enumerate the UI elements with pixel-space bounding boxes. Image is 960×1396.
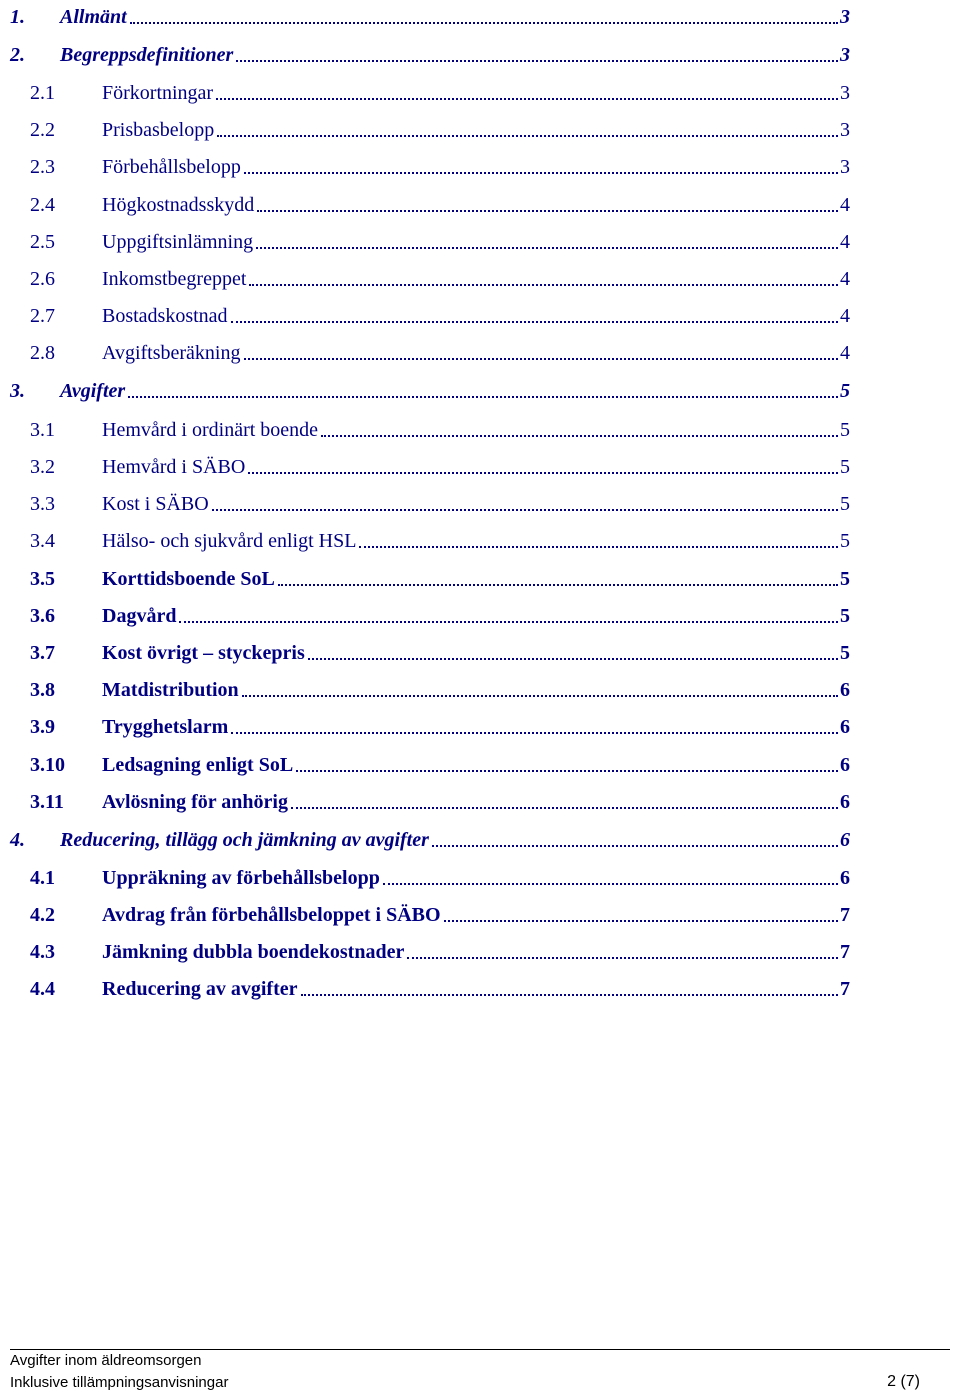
toc-entry-page: 7 [840, 904, 850, 926]
toc-entry[interactable] [10, 748, 850, 776]
toc-dot-leader [432, 835, 838, 847]
toc-dot-leader [217, 125, 838, 137]
toc-entry-page: 4 [840, 231, 850, 253]
toc-entry-title: Trygghetslarm [102, 716, 229, 738]
toc-entry[interactable] [10, 487, 850, 515]
toc-entry-number: 2.6 [30, 268, 55, 290]
toc-entry[interactable] [10, 76, 850, 104]
toc-entry-page: 7 [840, 941, 850, 963]
toc-entry[interactable] [10, 113, 850, 141]
toc-entry-title: Hemvård i ordinärt boende [102, 419, 319, 441]
toc-entry[interactable] [10, 150, 850, 178]
toc-dot-leader [231, 722, 838, 734]
toc-entry[interactable] [10, 785, 850, 813]
toc-entry[interactable] [10, 374, 850, 402]
toc-entry[interactable] [10, 673, 850, 701]
toc-entry-page: 5 [840, 380, 850, 402]
toc-entry-number: 4.3 [30, 941, 55, 963]
toc-entry-page: 7 [840, 978, 850, 1000]
toc-entry-page: 5 [840, 419, 850, 441]
toc-entry-number: 2.2 [30, 119, 55, 141]
toc-entry[interactable] [10, 225, 850, 253]
toc-entry-title: Ledsagning enligt SoL [102, 754, 294, 776]
toc-entry[interactable] [10, 188, 850, 216]
toc-entry-title: Korttidsboende SoL [102, 568, 275, 590]
toc-entry-title: Avlösning för anhörig [102, 791, 288, 813]
footer-page-indicator: 2 (7) [887, 1373, 920, 1390]
toc-entry[interactable] [10, 0, 850, 28]
toc-entry[interactable] [10, 636, 850, 664]
toc-entry-page: 3 [840, 119, 850, 141]
toc-entry-title: Avgiftsberäkning [102, 342, 241, 364]
toc-dot-leader [296, 760, 838, 772]
toc-dot-leader [179, 611, 838, 623]
toc-dot-leader [128, 386, 838, 398]
toc-entry[interactable] [10, 299, 850, 327]
toc-entry-title: Kost övrigt – styckepris [102, 642, 305, 664]
toc-entry-number: 2.8 [30, 342, 55, 364]
toc-dot-leader [212, 499, 838, 511]
toc-entry-title: Reducering av avgifter [102, 978, 298, 1000]
toc-dot-leader [244, 348, 839, 360]
toc-entry-title: Jämkning dubbla boendekostnader [102, 941, 405, 963]
toc-entry[interactable] [10, 823, 850, 851]
toc-entry-number: 2. [10, 44, 25, 66]
toc-entry-page: 4 [840, 342, 850, 364]
toc-entry-title: Förkortningar [102, 82, 214, 104]
toc-dot-leader [244, 162, 838, 174]
toc-entry-number: 3.11 [30, 791, 64, 813]
toc-entry-title: Uppräkning av förbehållsbelopp [102, 867, 380, 889]
toc-entry-number: 3.1 [30, 419, 55, 441]
toc-entry-page: 3 [840, 156, 850, 178]
toc-entry-title: Reducering, tillägg och jämkning av avgifter [60, 829, 429, 851]
toc-entry-title: Högkostnadsskydd [102, 194, 255, 216]
toc-entry-page: 6 [840, 754, 850, 776]
toc-entry-number: 2.4 [30, 194, 55, 216]
toc-entry-title: Bostadskostnad [102, 305, 228, 327]
toc-entry-page: 3 [840, 6, 850, 28]
toc-dot-leader [216, 88, 838, 100]
toc-dot-leader [256, 237, 838, 249]
toc-entry-number: 3. [10, 380, 25, 402]
toc-entry[interactable] [10, 450, 850, 478]
toc-entry-page: 4 [840, 268, 850, 290]
toc-entry-title: Allmänt [60, 6, 127, 28]
toc-dot-leader [407, 947, 838, 959]
toc-entry-number: 1. [10, 6, 25, 28]
toc-entry-number: 4.1 [30, 867, 55, 889]
toc-entry-title: Avgifter [60, 380, 126, 402]
toc-entry[interactable] [10, 38, 850, 66]
toc-entry-number: 3.4 [30, 530, 55, 552]
toc-entry-page: 6 [840, 679, 850, 701]
toc-entry-page: 5 [840, 642, 850, 664]
toc-dot-leader [248, 462, 838, 474]
toc-entry-page: 6 [840, 867, 850, 889]
toc-dot-leader [242, 685, 838, 697]
toc-entry-page: 4 [840, 194, 850, 216]
toc-entry-title: Kost i SÄBO [102, 493, 209, 515]
toc-dot-leader [383, 873, 838, 885]
toc-entry-number: 3.9 [30, 716, 55, 738]
toc-entry-number: 3.7 [30, 642, 55, 664]
toc-entry-title: Matdistribution [102, 679, 239, 701]
footer-document-title: Avgifter inom äldreomsorgen [10, 1352, 202, 1369]
toc-entry-number: 2.5 [30, 231, 55, 253]
toc-dot-leader [321, 425, 838, 437]
toc-entry[interactable] [10, 524, 850, 552]
toc-entry-page: 5 [840, 605, 850, 627]
toc-dot-leader [231, 311, 838, 323]
toc-entry-page: 5 [840, 530, 850, 552]
toc-entry[interactable] [10, 562, 850, 590]
toc-entry-page: 3 [840, 82, 850, 104]
toc-entry-title: Avdrag från förbehållsbeloppet i SÄBO [102, 904, 441, 926]
toc-entry[interactable] [10, 935, 850, 963]
toc-entry-title: Uppgiftsinlämning [102, 231, 254, 253]
toc-entry[interactable] [10, 861, 850, 889]
toc-entry-number: 3.8 [30, 679, 55, 701]
toc-entry-title: Förbehållsbelopp [102, 156, 241, 178]
toc-entry-title: Hemvård i SÄBO [102, 456, 246, 478]
toc-entry-page: 6 [840, 716, 850, 738]
toc-entry-page: 4 [840, 305, 850, 327]
toc-dot-leader [444, 910, 838, 922]
toc-entry[interactable] [10, 898, 850, 926]
toc-dot-leader [291, 797, 838, 809]
toc-entry[interactable] [10, 413, 850, 441]
toc-entry-number: 2.1 [30, 82, 55, 104]
toc-entry-number: 2.7 [30, 305, 55, 327]
toc-entry[interactable] [10, 599, 850, 627]
toc-entry-page: 6 [840, 791, 850, 813]
toc-entry-number: 4.2 [30, 904, 55, 926]
toc-entry-number: 2.3 [30, 156, 55, 178]
toc-entry[interactable] [10, 336, 850, 364]
toc-entry[interactable] [10, 710, 850, 738]
toc-entry-number: 4. [10, 829, 25, 851]
toc-entry-title: Prisbasbelopp [102, 119, 215, 141]
toc-entry-page: 3 [840, 44, 850, 66]
toc-entry[interactable] [10, 262, 850, 290]
toc-dot-leader [308, 648, 838, 660]
toc-dot-leader [249, 274, 838, 286]
toc-dot-leader [257, 200, 838, 212]
toc-entry-number: 3.2 [30, 456, 55, 478]
toc-entry-number: 3.5 [30, 568, 55, 590]
footer-divider [10, 1349, 950, 1350]
footer-document-subtitle: Inklusive tillämpningsanvisningar [10, 1374, 229, 1391]
toc-entry-number: 4.4 [30, 978, 55, 1000]
toc-dot-leader [278, 574, 838, 586]
toc-entry-title: Inkomstbegreppet [102, 268, 247, 290]
toc-entry-page: 5 [840, 493, 850, 515]
toc-dot-leader [301, 984, 838, 996]
toc-dot-leader [359, 536, 838, 548]
toc-entry-page: 5 [840, 456, 850, 478]
toc-entry-title: Begreppsdefinitioner [60, 44, 234, 66]
toc-entry-title: Hälso- och sjukvård enligt HSL [102, 530, 357, 552]
toc-entry-number: 3.3 [30, 493, 55, 515]
toc-entry-number: 3.10 [30, 754, 65, 776]
toc-entry-page: 6 [840, 829, 850, 851]
toc-dot-leader [236, 50, 838, 62]
toc-entry[interactable] [10, 972, 850, 1000]
toc-dot-leader [130, 12, 838, 24]
toc-entry-title: Dagvård [102, 605, 177, 627]
toc-entry-page: 5 [840, 568, 850, 590]
toc-entry-number: 3.6 [30, 605, 55, 627]
